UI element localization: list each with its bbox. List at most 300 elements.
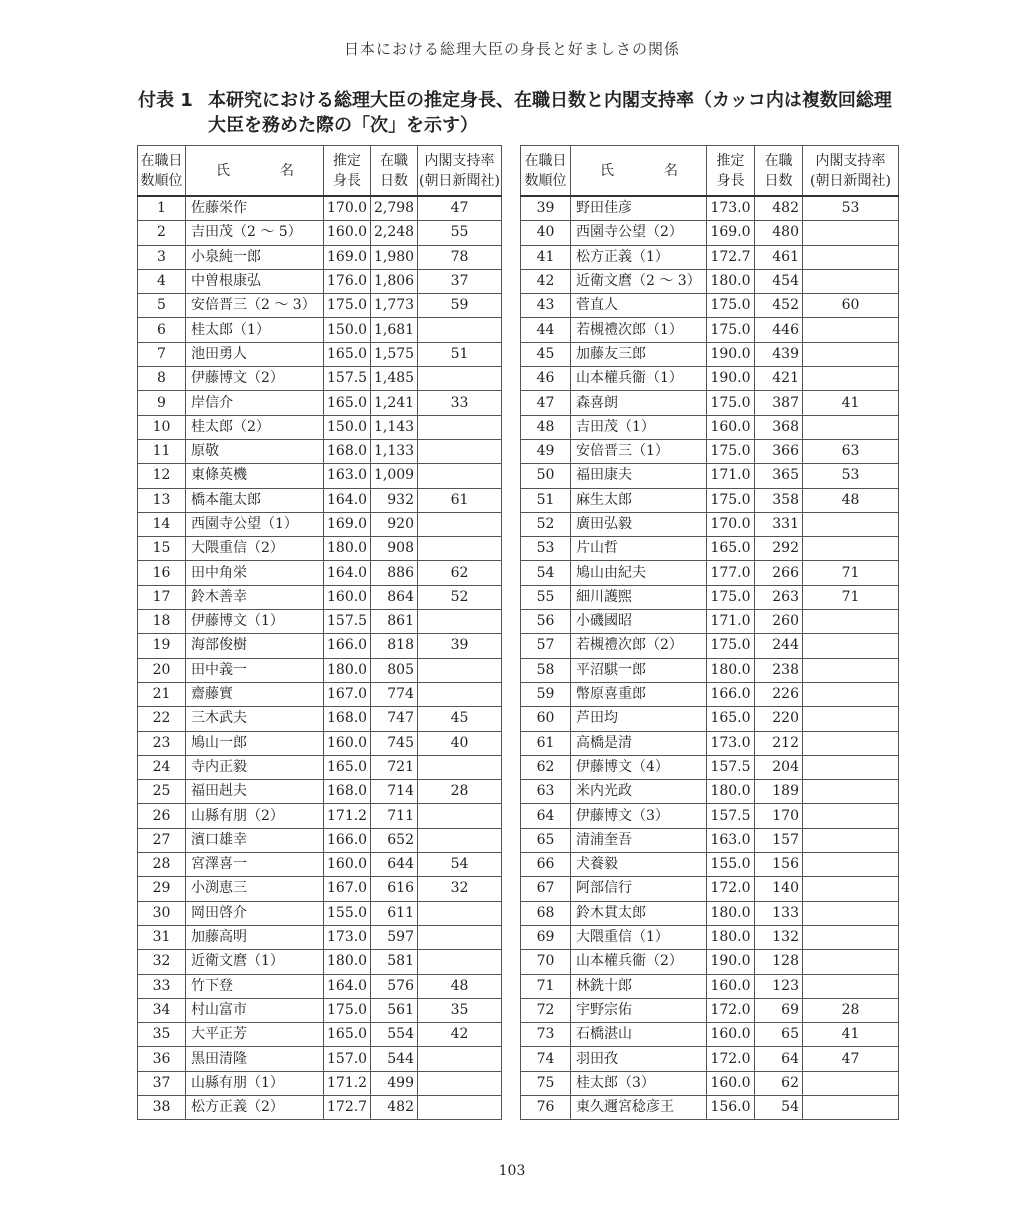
cell-rank: 36 [138, 1047, 186, 1071]
cell-rank: 50 [521, 464, 571, 488]
cell-name: 寺内正毅 [186, 755, 324, 779]
table-row [521, 342, 899, 366]
cell-height: 163.0 [707, 828, 755, 852]
cell-name: 桂太郎（3） [571, 1071, 707, 1095]
cell-support [418, 901, 502, 925]
cell-name: 米内光政 [571, 780, 707, 804]
cell-height: 168.0 [324, 707, 371, 731]
cell-support: 37 [418, 269, 502, 293]
cell-days: 157 [755, 828, 803, 852]
cell-rank: 25 [138, 780, 186, 804]
cell-height: 164.0 [324, 561, 371, 585]
table-row [138, 755, 502, 779]
cell-rank: 55 [521, 585, 571, 609]
table-row [521, 512, 899, 536]
cell-rank: 45 [521, 342, 571, 366]
cell-days: 932 [371, 488, 418, 512]
cell-height: 175.0 [707, 294, 755, 318]
header-name: 氏 名 [571, 146, 707, 197]
cell-support [803, 634, 899, 658]
cell-name: 宮澤喜一 [186, 853, 324, 877]
cell-days: 482 [755, 196, 803, 221]
cell-support [803, 318, 899, 342]
cell-name: 岸信介 [186, 391, 324, 415]
table-row [138, 1047, 502, 1071]
cell-days: 140 [755, 877, 803, 901]
cell-support: 41 [803, 1023, 899, 1047]
table-row [138, 318, 502, 342]
cell-height: 167.0 [324, 682, 371, 706]
cell-support [803, 828, 899, 852]
cell-days: 132 [755, 925, 803, 949]
table-row [138, 658, 502, 682]
cell-days: 544 [371, 1047, 418, 1071]
cell-days: 581 [371, 950, 418, 974]
table-row [521, 537, 899, 561]
cell-days: 204 [755, 755, 803, 779]
table-right-body [521, 196, 899, 1120]
cell-height: 180.0 [707, 925, 755, 949]
cell-support: 54 [418, 853, 502, 877]
cell-days: 561 [371, 998, 418, 1022]
table-row [521, 950, 899, 974]
cell-rank: 18 [138, 610, 186, 634]
cell-height: 175.0 [707, 439, 755, 463]
cell-days: 387 [755, 391, 803, 415]
cell-days: 439 [755, 342, 803, 366]
cell-name: 森喜朗 [571, 391, 707, 415]
cell-support: 47 [418, 196, 502, 221]
cell-name: 高橋是清 [571, 731, 707, 755]
cell-name: 橋本龍太郎 [186, 488, 324, 512]
cell-name: 大隈重信（1） [571, 925, 707, 949]
cell-rank: 27 [138, 828, 186, 852]
cell-support: 41 [803, 391, 899, 415]
cell-name: 幣原喜重郎 [571, 682, 707, 706]
cell-name: 東久邇宮稔彦王 [571, 1095, 707, 1119]
cell-name: 岡田啓介 [186, 901, 324, 925]
cell-rank: 23 [138, 731, 186, 755]
cell-height: 165.0 [324, 391, 371, 415]
table-row [138, 1071, 502, 1095]
cell-support [803, 853, 899, 877]
table-row [521, 585, 899, 609]
cell-name: 佐藤栄作 [186, 196, 324, 221]
cell-name: 林銑十郎 [571, 974, 707, 998]
header-row [521, 146, 899, 197]
cell-height: 180.0 [707, 658, 755, 682]
cell-height: 150.0 [324, 318, 371, 342]
cell-name: 松方正義（1） [571, 245, 707, 269]
table-row [138, 707, 502, 731]
cell-height: 164.0 [324, 488, 371, 512]
cell-support [418, 1047, 502, 1071]
cell-name: 齋藤實 [186, 682, 324, 706]
cell-rank: 8 [138, 367, 186, 391]
cell-days: 711 [371, 804, 418, 828]
cell-rank: 35 [138, 1023, 186, 1047]
cell-name: 宇野宗佑 [571, 998, 707, 1022]
table-row [521, 731, 899, 755]
table-row [138, 415, 502, 439]
cell-rank: 17 [138, 585, 186, 609]
cell-days: 576 [371, 974, 418, 998]
table-row [521, 439, 899, 463]
cell-days: 54 [755, 1095, 803, 1119]
running-head: 日本における総理大臣の身長と好ましさの関係 [343, 40, 680, 58]
cell-name: 加藤高明 [186, 925, 324, 949]
cell-rank: 1 [138, 196, 186, 221]
cell-name: 田中角栄 [186, 561, 324, 585]
cell-height: 173.0 [324, 925, 371, 949]
cell-support: 47 [803, 1047, 899, 1071]
cell-name: 東條英機 [186, 464, 324, 488]
cell-name: 小渕恵三 [186, 877, 324, 901]
table-row [521, 780, 899, 804]
cell-support [803, 245, 899, 269]
cell-rank: 38 [138, 1095, 186, 1119]
cell-height: 173.0 [707, 731, 755, 755]
cell-days: 644 [371, 853, 418, 877]
cell-support: 40 [418, 731, 502, 755]
cell-rank: 68 [521, 901, 571, 925]
cell-rank: 40 [521, 221, 571, 245]
table-row [521, 196, 899, 221]
table-row [521, 245, 899, 269]
cell-support: 28 [418, 780, 502, 804]
cell-height: 171.2 [324, 804, 371, 828]
table-row [521, 610, 899, 634]
cell-height: 167.0 [324, 877, 371, 901]
cell-support [803, 415, 899, 439]
cell-name: 吉田茂（2 ～ 5） [186, 221, 324, 245]
cell-days: 65 [755, 1023, 803, 1047]
cell-height: 160.0 [707, 415, 755, 439]
header-height: 推定 身長 [324, 146, 371, 197]
cell-days: 331 [755, 512, 803, 536]
cell-rank: 21 [138, 682, 186, 706]
cell-name: 吉田茂（1） [571, 415, 707, 439]
header-support: 内閣支持率 (朝日新聞社) [803, 146, 899, 197]
cell-name: 鳩山由紀夫 [571, 561, 707, 585]
cell-height: 169.0 [324, 245, 371, 269]
cell-rank: 14 [138, 512, 186, 536]
table-row [138, 877, 502, 901]
cell-days: 864 [371, 585, 418, 609]
cell-height: 157.0 [324, 1047, 371, 1071]
cell-name: 田中義一 [186, 658, 324, 682]
cell-days: 1,241 [371, 391, 418, 415]
table-row [521, 1095, 899, 1119]
cell-name: 清浦奎吾 [571, 828, 707, 852]
cell-days: 818 [371, 634, 418, 658]
cell-name: 山本權兵衞（2） [571, 950, 707, 974]
cell-name: 近衛文麿（1） [186, 950, 324, 974]
cell-height: 171.2 [324, 1071, 371, 1095]
cell-support [803, 512, 899, 536]
cell-support: 53 [803, 196, 899, 221]
table-row [521, 974, 899, 998]
cell-name: 小泉純一郎 [186, 245, 324, 269]
cell-name: 伊藤博文（3） [571, 804, 707, 828]
cell-height: 160.0 [324, 585, 371, 609]
cell-name: 鈴木貫太郎 [571, 901, 707, 925]
cell-support [803, 755, 899, 779]
cell-rank: 65 [521, 828, 571, 852]
cell-rank: 53 [521, 537, 571, 561]
cell-height: 163.0 [324, 464, 371, 488]
cell-days: 69 [755, 998, 803, 1022]
cell-height: 175.0 [707, 488, 755, 512]
cell-name: 山本權兵衞（1） [571, 367, 707, 391]
cell-name: 石橋湛山 [571, 1023, 707, 1047]
header-days: 在職 日数 [755, 146, 803, 197]
cell-days: 170 [755, 804, 803, 828]
cell-height: 180.0 [324, 658, 371, 682]
cell-support [803, 269, 899, 293]
cell-days: 1,773 [371, 294, 418, 318]
cell-name: 鳩山一郎 [186, 731, 324, 755]
cell-height: 156.0 [707, 1095, 755, 1119]
cell-support: 78 [418, 245, 502, 269]
cell-support [803, 658, 899, 682]
cell-height: 172.0 [707, 998, 755, 1022]
table-row [138, 294, 502, 318]
cell-height: 164.0 [324, 974, 371, 998]
cell-rank: 67 [521, 877, 571, 901]
cell-support [803, 804, 899, 828]
cell-days: 452 [755, 294, 803, 318]
table-row [138, 1095, 502, 1119]
cell-height: 155.0 [324, 901, 371, 925]
cell-days: 1,009 [371, 464, 418, 488]
header-rank: 在職日 数順位 [138, 146, 186, 197]
table-row [521, 707, 899, 731]
cell-rank: 75 [521, 1071, 571, 1095]
cell-support [803, 707, 899, 731]
cell-support [418, 804, 502, 828]
cell-days: 1,575 [371, 342, 418, 366]
cell-support [803, 537, 899, 561]
cell-height: 172.0 [707, 1047, 755, 1071]
cell-name: 細川護煕 [571, 585, 707, 609]
header-rank: 在職日 数順位 [521, 146, 571, 197]
table-row [138, 950, 502, 974]
cell-rank: 70 [521, 950, 571, 974]
cell-height: 172.7 [324, 1095, 371, 1119]
cell-days: 263 [755, 585, 803, 609]
cell-name: 山縣有朋（1） [186, 1071, 324, 1095]
cell-rank: 60 [521, 707, 571, 731]
caption-label: 付表 1 [138, 90, 193, 111]
cell-rank: 47 [521, 391, 571, 415]
cell-name: 西園寺公望（1） [186, 512, 324, 536]
cell-days: 123 [755, 974, 803, 998]
cell-height: 168.0 [324, 439, 371, 463]
cell-height: 160.0 [707, 1071, 755, 1095]
cell-support: 32 [418, 877, 502, 901]
cell-support [803, 731, 899, 755]
cell-days: 747 [371, 707, 418, 731]
cell-rank: 39 [521, 196, 571, 221]
cell-support [418, 658, 502, 682]
cell-support: 71 [803, 561, 899, 585]
table-row [138, 853, 502, 877]
cell-support: 51 [418, 342, 502, 366]
header-height: 推定 身長 [707, 146, 755, 197]
cell-name: 竹下登 [186, 974, 324, 998]
cell-support [418, 318, 502, 342]
table-row [138, 731, 502, 755]
cell-rank: 12 [138, 464, 186, 488]
cell-rank: 46 [521, 367, 571, 391]
cell-name: 大隈重信（2） [186, 537, 324, 561]
cell-support [803, 682, 899, 706]
cell-support: 45 [418, 707, 502, 731]
cell-name: 鈴木善幸 [186, 585, 324, 609]
table-row [138, 925, 502, 949]
cell-days: 2,798 [371, 196, 418, 221]
cell-support [418, 925, 502, 949]
table-row [521, 318, 899, 342]
cell-rank: 32 [138, 950, 186, 974]
cell-support [418, 439, 502, 463]
table-row [521, 561, 899, 585]
table-row [138, 537, 502, 561]
cell-days: 721 [371, 755, 418, 779]
cell-days: 220 [755, 707, 803, 731]
cell-days: 920 [371, 512, 418, 536]
table-row [138, 901, 502, 925]
cell-height: 176.0 [324, 269, 371, 293]
cell-name: 海部俊樹 [186, 634, 324, 658]
cell-name: 濱口雄幸 [186, 828, 324, 852]
table-row [521, 901, 899, 925]
cell-days: 133 [755, 901, 803, 925]
cell-days: 611 [371, 901, 418, 925]
cell-rank: 13 [138, 488, 186, 512]
table-row [521, 1023, 899, 1047]
cell-rank: 7 [138, 342, 186, 366]
cell-rank: 9 [138, 391, 186, 415]
cell-rank: 30 [138, 901, 186, 925]
cell-name: 池田勇人 [186, 342, 324, 366]
cell-height: 175.0 [707, 391, 755, 415]
table-row [521, 464, 899, 488]
cell-height: 160.0 [324, 221, 371, 245]
cell-rank: 66 [521, 853, 571, 877]
table-row [521, 682, 899, 706]
cell-name: 芦田均 [571, 707, 707, 731]
cell-support: 28 [803, 998, 899, 1022]
cell-rank: 62 [521, 755, 571, 779]
table-row [138, 245, 502, 269]
cell-height: 180.0 [707, 901, 755, 925]
table-row [521, 828, 899, 852]
cell-name: 若槻禮次郎（2） [571, 634, 707, 658]
table-row [521, 658, 899, 682]
cell-name: 安倍晋三（1） [571, 439, 707, 463]
cell-rank: 6 [138, 318, 186, 342]
cell-height: 165.0 [324, 755, 371, 779]
cell-rank: 24 [138, 755, 186, 779]
cell-height: 169.0 [707, 221, 755, 245]
cell-support [418, 828, 502, 852]
cell-height: 157.5 [324, 367, 371, 391]
table-row [138, 196, 502, 221]
cell-name: 中曽根康弘 [186, 269, 324, 293]
cell-name: 伊藤博文（4） [571, 755, 707, 779]
cell-days: 745 [371, 731, 418, 755]
cell-height: 180.0 [707, 780, 755, 804]
cell-rank: 42 [521, 269, 571, 293]
cell-days: 616 [371, 877, 418, 901]
table-row [138, 561, 502, 585]
cell-height: 169.0 [324, 512, 371, 536]
cell-support: 60 [803, 294, 899, 318]
table-row [521, 755, 899, 779]
cell-days: 260 [755, 610, 803, 634]
cell-days: 597 [371, 925, 418, 949]
cell-height: 175.0 [324, 294, 371, 318]
cell-rank: 28 [138, 853, 186, 877]
cell-days: 366 [755, 439, 803, 463]
cell-name: 片山哲 [571, 537, 707, 561]
cell-support: 55 [418, 221, 502, 245]
cell-name: 村山富市 [186, 998, 324, 1022]
cell-name: 黒田清隆 [186, 1047, 324, 1071]
cell-height: 180.0 [324, 537, 371, 561]
cell-height: 180.0 [324, 950, 371, 974]
table-row [138, 512, 502, 536]
cell-support [418, 755, 502, 779]
cell-support [418, 610, 502, 634]
cell-rank: 2 [138, 221, 186, 245]
cell-days: 64 [755, 1047, 803, 1071]
cell-rank: 33 [138, 974, 186, 998]
cell-height: 170.0 [324, 196, 371, 221]
cell-days: 1,980 [371, 245, 418, 269]
table-row [138, 585, 502, 609]
cell-name: 小磯國昭 [571, 610, 707, 634]
table-row [138, 269, 502, 293]
cell-name: 桂太郎（1） [186, 318, 324, 342]
cell-days: 886 [371, 561, 418, 585]
cell-support [418, 415, 502, 439]
cell-rank: 20 [138, 658, 186, 682]
cell-name: 野田佳彦 [571, 196, 707, 221]
cell-rank: 10 [138, 415, 186, 439]
cell-support [803, 925, 899, 949]
cell-support [418, 1095, 502, 1119]
cell-rank: 22 [138, 707, 186, 731]
cell-rank: 31 [138, 925, 186, 949]
table-caption [138, 88, 898, 138]
cell-height: 175.0 [324, 998, 371, 1022]
cell-rank: 71 [521, 974, 571, 998]
header-name: 氏 名 [186, 146, 324, 197]
table-row [138, 682, 502, 706]
cell-rank: 4 [138, 269, 186, 293]
cell-rank: 76 [521, 1095, 571, 1119]
table-row [138, 464, 502, 488]
cell-rank: 41 [521, 245, 571, 269]
cell-height: 190.0 [707, 950, 755, 974]
cell-support: 39 [418, 634, 502, 658]
cell-days: 652 [371, 828, 418, 852]
cell-height: 180.0 [707, 269, 755, 293]
cell-support: 48 [418, 974, 502, 998]
